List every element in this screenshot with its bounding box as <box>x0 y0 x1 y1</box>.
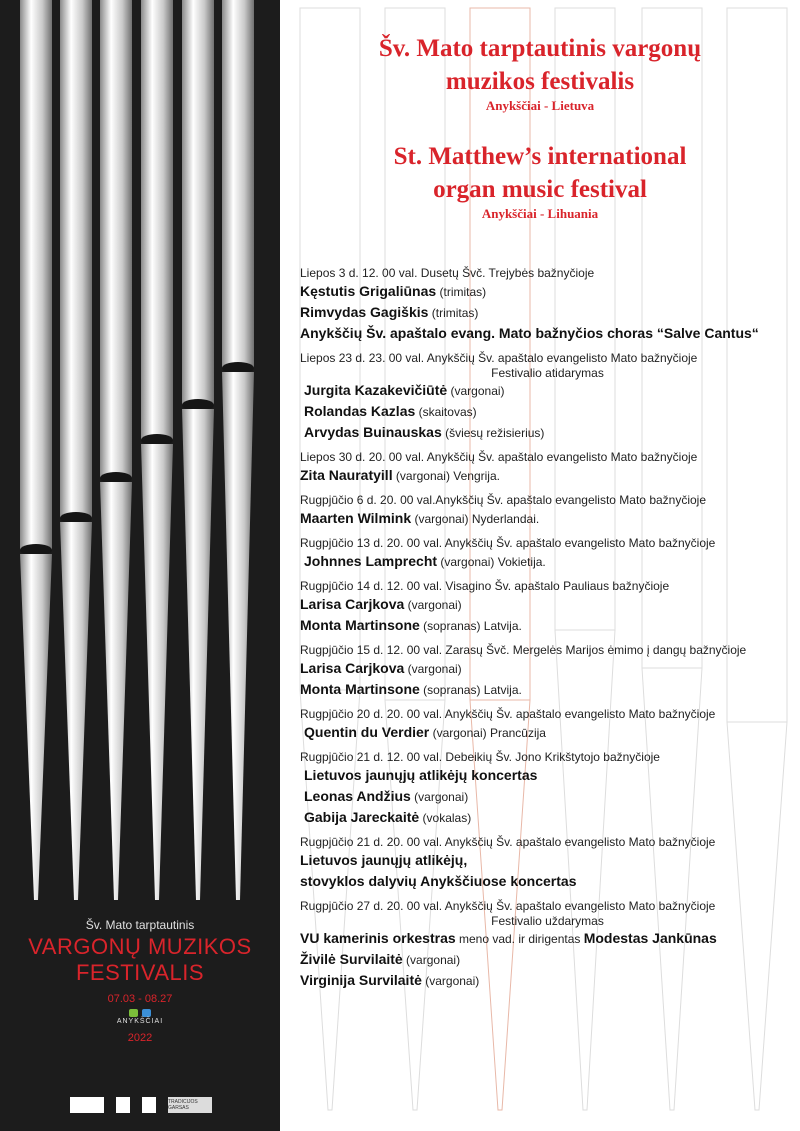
performer-role: (vargonai) <box>447 384 505 398</box>
event-time-location: Rugpjūčio 14 d. 12. 00 val. Visagino Šv. apaštalo Pauliaus bažnyčioje <box>300 579 670 593</box>
performer-line <box>300 871 795 892</box>
title-en-line-1: St. Matthew’s international <box>393 143 687 170</box>
performer-role: (trimitas) <box>436 285 487 299</box>
performer-role: meno vad. ir dirigentas <box>455 932 584 946</box>
performer-line <box>300 949 795 970</box>
performer-name: Lietuvos jaunųjų atlikėjų koncertas <box>304 767 538 783</box>
performer-role: (vokalas) <box>419 811 472 825</box>
performer-role: (trimitas) <box>428 306 479 320</box>
sponsor-logo: TRADICIJOS GARSAS <box>168 1097 212 1113</box>
performer-line <box>300 594 795 615</box>
performer-name: Kęstutis Grigaliūnas <box>300 283 437 299</box>
performer-name: Arvydas Buinauskas <box>304 424 442 440</box>
title-lt-line-2: muzikos festivalis <box>445 68 635 95</box>
program-event <box>300 643 795 700</box>
event-note: Festivalio uždarymas <box>491 914 604 928</box>
performer-line <box>300 401 795 422</box>
event-time-location: Rugpjūčio 6 d. 20. 00 val.Anykščių Šv. apaštalo evangelisto Mato bažnyčioje <box>300 493 707 507</box>
performer-line <box>300 508 795 529</box>
performer-name: Monta Martinsone <box>300 617 420 633</box>
header-lt <box>290 32 790 114</box>
performer-role: (sopranas) Latvija. <box>419 683 522 697</box>
organ-pipe-foot <box>100 482 132 900</box>
brand-subtitle: Šv. Mato tarptautinis <box>85 918 195 932</box>
organ-pipe <box>100 0 132 478</box>
program-event <box>300 266 795 344</box>
brand-title-line-2: FESTIVALIS <box>75 960 205 985</box>
organ-pipe <box>141 0 173 440</box>
performer-line <box>300 323 795 344</box>
event-time-location: Liepos 30 d. 20. 00 val. Anykščių Šv. apaštalo evangelisto Mato bažnyčioje <box>300 450 698 464</box>
performer-line <box>300 807 795 828</box>
program-event <box>300 450 795 486</box>
performer-name: Johnnes Lamprecht <box>304 553 438 569</box>
performer-line <box>300 465 795 486</box>
organ-pipe-foot <box>182 409 214 900</box>
performer-name: Monta Martinsone <box>300 681 420 697</box>
performer-line <box>300 615 795 636</box>
performer-line <box>300 679 795 700</box>
performer-name: Quentin du Verdier <box>304 724 430 740</box>
program-event <box>300 579 795 636</box>
performer-line <box>300 302 795 323</box>
sponsor-logo <box>116 1097 130 1113</box>
title-en-line-2: organ music festival <box>433 176 647 203</box>
organ-pipe <box>60 0 92 518</box>
performer-name: VU kamerinis orkestras <box>300 930 456 946</box>
event-time-location: Liepos 3 d. 12. 00 val. Dusetų Švč. Trejybės bažnyčioje <box>300 266 595 280</box>
performer-role: (skaitovas) <box>415 405 477 419</box>
performer-line <box>300 722 795 743</box>
subtitle-en: Anykščiai - Lihuania <box>481 206 599 221</box>
performer-role: (vargonai) <box>421 974 480 988</box>
performer-name: Jurgita Kazakevičiūtė <box>304 382 448 398</box>
performer-name: Živilė Survilaitė <box>300 951 403 967</box>
program-event <box>300 493 795 529</box>
performer-name: Rimvydas Gagiškis <box>300 304 429 320</box>
poster-panel <box>0 0 280 1131</box>
performer-line <box>300 551 795 572</box>
brand-title <box>0 934 280 986</box>
sponsor-logo <box>142 1097 156 1113</box>
organ-pipe-foot <box>141 444 173 900</box>
performer-role: (vargonai) Prancūzija <box>429 726 546 740</box>
performer-role: (vargonai) <box>404 598 462 612</box>
performer-line <box>300 380 795 401</box>
performer-role: (vargonai) Nyderlandai. <box>411 512 540 526</box>
performer-line <box>300 928 795 949</box>
performer-name: Leonas Andžius <box>304 788 411 804</box>
performer-role: (sopranas) Latvija. <box>419 619 522 633</box>
program-event <box>300 835 795 892</box>
program-event <box>300 750 795 828</box>
event-time-location: Rugpjūčio 21 d. 20. 00 val. Anykščių Šv. apaštalo evangelisto Mato bažnyčioje <box>300 835 716 849</box>
organ-pipe <box>222 0 254 368</box>
sponsor-logo <box>70 1097 104 1113</box>
program-event <box>300 707 795 743</box>
performer-line <box>300 658 795 679</box>
program-list <box>300 266 795 998</box>
program-event <box>300 899 795 991</box>
header-en <box>290 140 790 222</box>
event-time-location: Rugpjūčio 20 d. 20. 00 val. Anykščių Šv. apaštalo evangelisto Mato bažnyčioje <box>300 707 716 721</box>
performer-name: Lietuvos jaunųjų atlikėjų, <box>300 852 468 868</box>
performer-line <box>300 422 795 443</box>
brand-dates: 07.03 - 08.27 <box>107 993 173 1005</box>
performer-name: Larisa Carjkova <box>300 660 405 676</box>
event-time-location: Rugpjūčio 13 d. 20. 00 val. Anykščių Šv. apaštalo evangelisto Mato bažnyčioje <box>300 536 716 550</box>
performer-line <box>300 850 795 871</box>
event-time-location: Rugpjūčio 21 d. 12. 00 val. Debeikių Šv. Jono Krikštytojo bažnyčioje <box>300 750 660 764</box>
event-time-location: Rugpjūčio 15 d. 12. 00 val. Zarasų Švč. Mergelės Marijos ėmimo į dangų bažnyčioje <box>300 643 747 657</box>
brand-city: ANYKŠČIAI <box>116 1018 164 1025</box>
program-event <box>300 351 795 443</box>
performer-line <box>300 281 795 302</box>
brand-year: 2022 <box>127 1032 153 1044</box>
performer-role: (vargonai) Vengrija. <box>392 469 500 483</box>
performer-line <box>300 970 795 991</box>
performer-role: (šviesų režisierius) <box>441 426 545 440</box>
performer-role: (vargonai) <box>404 662 462 676</box>
event-note: Festivalio atidarymas <box>491 366 604 380</box>
performer-name: Modestas Jankūnas <box>583 930 717 946</box>
organ-pipe-foot <box>222 372 254 900</box>
performer-name: Maarten Wilmink <box>300 510 412 526</box>
sponsor-logos <box>70 1097 212 1113</box>
event-time-location: Liepos 23 d. 23. 00 val. Anykščių Šv. apaštalo evangelisto Mato bažnyčioje <box>300 351 698 365</box>
performer-name: Virginija Survilaitė <box>300 972 422 988</box>
performer-name: Larisa Carjkova <box>300 596 405 612</box>
performer-role: (vargonai) <box>410 790 469 804</box>
program-event <box>300 536 795 572</box>
organ-pipe <box>20 0 52 550</box>
performer-name: Anykščių Šv. apaštalo evang. Mato bažnyčios choras “Salve Cantus“ <box>300 325 759 341</box>
organ-pipe-foot <box>20 554 52 900</box>
performer-role: (vargonai) Vokietija. <box>437 555 546 569</box>
organ-pipe-foot <box>60 522 92 900</box>
subtitle-lt: Anykščiai - Lietuva <box>485 98 595 113</box>
performer-name: stovyklos dalyvių Anykščiuose koncertas <box>300 873 577 889</box>
brand-title-line-1: VARGONŲ MUZIKOS <box>28 934 252 959</box>
performer-line <box>300 786 795 807</box>
performer-name: Zita Nauratyill <box>300 467 393 483</box>
event-time-location: Rugpjūčio 27 d. 20. 00 val. Anykščių Šv. apaštalo evangelisto Mato bažnyčioje <box>300 899 716 913</box>
performer-line <box>300 765 795 786</box>
title-lt-line-1: Šv. Mato tarptautinis vargonų <box>378 35 702 62</box>
organ-pipe <box>182 0 214 405</box>
performer-name: Gabija Jareckaitė <box>304 809 420 825</box>
performer-name: Rolandas Kazlas <box>304 403 416 419</box>
performer-role: (vargonai) <box>402 953 461 967</box>
